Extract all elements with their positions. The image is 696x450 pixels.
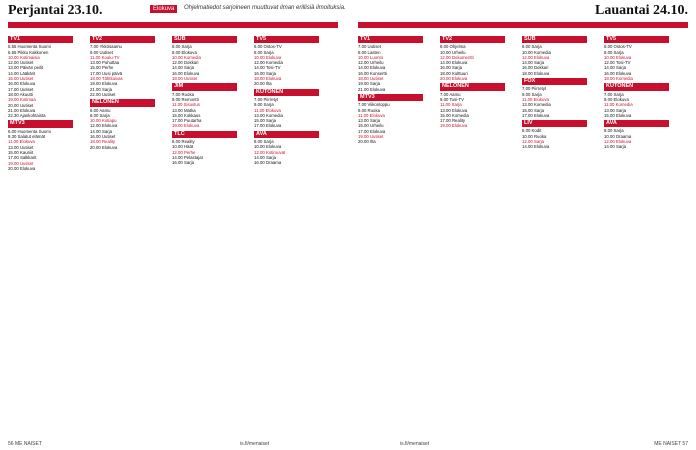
program-item: 6.00 Ostos-TV <box>604 44 632 50</box>
channel-header: SUB <box>172 36 237 43</box>
program-item: 16.00 Uutiset <box>90 134 116 140</box>
program-item: 14.00 Sarja <box>604 65 626 71</box>
header-rule-left <box>8 22 338 28</box>
program-item: 11.00 Elokuva <box>522 96 549 102</box>
program-item: 13.00 Päivän peilit <box>8 65 44 71</box>
program-item: 16.00 Elokuva <box>8 81 36 87</box>
program-item: 14.00 Elokuva <box>440 60 468 66</box>
program-item: 19.00 Kotimaa <box>8 97 36 103</box>
program-item: 17.00 Reality <box>440 118 466 124</box>
program-item: 15.00 Elokuva <box>604 112 632 118</box>
program-item: 14.00 Sarja <box>522 60 544 66</box>
header-tagline: Ohjelmatiedot sarjoineen muuttuvat ilman erillisiä ilmoituksia. <box>184 5 346 11</box>
channel-header: LIV <box>522 120 587 127</box>
program-item: 20.00 Ilta <box>358 139 376 145</box>
program-item: 21.00 Elokuva <box>358 86 386 92</box>
channel-header: TV1 <box>8 36 73 43</box>
program-item: 13.00 Sarja <box>358 118 380 124</box>
program-item: 14.00 Pelastajat <box>172 154 203 160</box>
channel-header: AVA <box>254 131 319 138</box>
program-item: 10.00 Ruoka <box>522 133 547 139</box>
footer-center-right: is.fi/menaiset <box>400 441 430 447</box>
schedule-column <box>90 34 155 429</box>
program-item: 15.00 Uutiset <box>8 76 34 82</box>
program-item: 19.00 Uutiset <box>8 160 34 166</box>
footer-right: ME NAISET 57 <box>654 441 688 447</box>
program-item: 19.00 Elokuva <box>90 81 118 87</box>
program-item: 12.00 Dokumentti <box>440 54 474 60</box>
program-item: 8.00 Sarja <box>522 44 542 50</box>
program-item: 15.00 Kokkaus <box>172 112 201 118</box>
program-item: 18.00 Elokuva <box>254 76 282 82</box>
program-item: 8.00 Ohjelma <box>440 44 466 50</box>
program-item: 9.00 Sarja <box>522 91 542 97</box>
program-item: 18.00 Uutiset <box>358 76 384 82</box>
program-item: 18.00 Tähtitaivas <box>90 76 123 82</box>
header-rule-right <box>358 22 688 28</box>
program-item: 17.00 Uusi päivä <box>90 70 123 76</box>
program-item: 12.00 Dokkari <box>172 60 199 66</box>
program-item: 16.00 Elokuva <box>172 70 200 76</box>
program-item: 6.00 Sarja <box>172 44 192 50</box>
program-item: 17.00 Elokuva <box>522 112 550 118</box>
program-item: 20.00 Ilta <box>254 81 272 87</box>
program-item: 15.00 Sarja <box>254 118 276 124</box>
program-item: 18.00 Akuutti <box>8 91 33 97</box>
program-item: 8.00 Sarja <box>604 128 624 134</box>
program-item: 10.00 Elokuva <box>254 54 282 60</box>
program-item: 12.00 Komedia <box>254 60 283 66</box>
channel-header: JIM <box>172 83 237 90</box>
program-item: 9.00 Tosi-TV <box>440 96 465 102</box>
program-item: 21.00 Elokuva <box>8 107 36 113</box>
program-item: 14.00 Sarja <box>604 144 626 150</box>
channel-header: MTV3 <box>8 120 73 127</box>
program-item: 20.00 Elokuva <box>90 144 118 150</box>
program-item: 10.00 Draama <box>604 133 632 139</box>
program-item: 8.00 Sarja <box>604 49 624 55</box>
program-item: 8.00 Kodit <box>522 128 542 134</box>
program-item: 7.00 Aamu <box>440 91 461 97</box>
schedule-column <box>8 34 73 429</box>
program-item: 18.00 Komedia <box>604 76 633 82</box>
program-item: 12.00 Kotirouvat <box>254 149 286 155</box>
schedule-column <box>172 34 237 429</box>
program-item: 14.00 Lääkärit <box>8 70 36 76</box>
program-item: 11.00 Koulu-TV <box>90 54 120 60</box>
program-item: 7.00 Viikonloppu <box>358 102 390 108</box>
program-item: 19.00 Elokuva <box>172 123 200 129</box>
program-item: 8.00 Reality <box>172 139 195 145</box>
program-item: 12.00 Perhe <box>172 149 196 155</box>
footer-center-left: is.fi/menaiset <box>240 441 270 447</box>
program-item: 11.00 Elokuva <box>254 107 281 113</box>
program-item: 11.00 Elokuva <box>358 112 385 118</box>
channel-header: TV5 <box>604 36 669 43</box>
program-item: 13.00 Matka <box>172 107 196 113</box>
program-item: 19.00 Uutiset <box>358 134 384 140</box>
program-item: 18.00 Kulttuuri <box>440 70 468 76</box>
program-item: 20.00 Elokuva <box>440 76 468 82</box>
program-item: 11.00 Sarja <box>440 102 462 108</box>
program-item: 10.00 Luonto <box>358 54 384 60</box>
program-item: 10.00 Kotimaisia <box>8 54 40 60</box>
program-item: 13.00 Uutiset <box>8 144 34 150</box>
program-item: 16.00 Draama <box>254 160 282 166</box>
program-item: 15.00 Sarja <box>522 107 544 113</box>
program-item: 12.00 Uutiset <box>8 60 34 66</box>
program-item: 17.00 Puutarha <box>172 118 202 124</box>
schedule-column <box>440 34 505 429</box>
program-item: 16.00 Sarja <box>254 70 276 76</box>
channel-header: FOX <box>522 78 587 85</box>
program-item: 15.00 Kauniit <box>8 149 34 155</box>
program-item: 17.00 Elokuva <box>254 123 282 129</box>
program-item: 11.00 Elokuva <box>8 139 35 145</box>
program-item: 17.00 Elokuva <box>358 128 386 134</box>
program-item: 9.00 Elokuva <box>604 96 629 102</box>
program-item: 19.00 Sarja <box>358 81 380 87</box>
program-item: 10.00 Komedia <box>172 54 201 60</box>
program-item: 15.00 Perhe <box>90 65 114 71</box>
program-item: 8.00 Sarja <box>90 112 110 118</box>
program-item: 7.00 Ykkösaamu <box>90 44 122 50</box>
program-item: 10.00 Urheilu <box>440 49 466 55</box>
channel-header: TV2 <box>440 36 505 43</box>
program-item: 7.00 Uutiset <box>358 44 381 50</box>
program-item: 15.00 Komedia <box>440 112 469 118</box>
program-item: 13.00 Komedia <box>522 102 551 108</box>
program-item: 6.55 Pikku Kakkonen <box>8 49 49 55</box>
program-item: 8.00 Lasten <box>358 49 381 55</box>
schedule-column <box>522 34 587 429</box>
footer-left: 56 ME NAISET <box>8 441 42 447</box>
program-item: 16.00 Elokuva <box>604 70 632 76</box>
program-item: 14.00 Sarja <box>172 65 194 71</box>
program-item: 8.00 Elokuva <box>172 49 197 55</box>
program-item: 13.00 Komedia <box>254 112 283 118</box>
program-item: 9.00 Sarja <box>254 102 274 108</box>
program-item: 6.00 Ostos-TV <box>254 44 282 50</box>
schedule-column <box>254 34 319 429</box>
program-item: 15.00 Urheilu <box>358 123 384 129</box>
program-item: 14.00 Sarja <box>254 154 276 160</box>
program-item: 7.00 Ruoka <box>172 91 194 97</box>
program-item: 12.00 Elokuva <box>90 123 118 129</box>
program-item: 6.00 Huomenta Suomi <box>8 128 51 134</box>
page-title-right: Lauantai 24.10. <box>595 3 688 18</box>
program-item: 12.00 Tosi-TV <box>604 60 631 66</box>
program-item: 18.00 Uutiset <box>172 76 198 82</box>
program-item: 7.00 Piirretyt <box>522 86 547 92</box>
program-item: 18.00 Elokuva <box>522 70 550 76</box>
program-item: 7.00 Sarja <box>604 91 624 97</box>
program-item: 8.00 Sarja <box>254 139 274 145</box>
program-item: 13.00 Sarja <box>604 107 626 113</box>
program-item: 9.00 Ruoka <box>358 107 380 113</box>
category-tag: Elokuva <box>150 5 177 13</box>
channel-header: AVA <box>604 120 669 127</box>
program-item: 10.00 Häät <box>172 144 194 150</box>
program-item: 9.00 Remontti <box>172 96 199 102</box>
channel-header: MTV3 <box>358 94 423 101</box>
program-item: 12.00 Elokuva <box>522 54 550 60</box>
channel-header: KUTONEN <box>604 83 669 90</box>
schedule-column <box>604 34 669 429</box>
program-item: 14.00 Elokuva <box>522 144 550 150</box>
program-item: 21.00 Sarja <box>90 86 112 92</box>
program-item: 22.30 Ajankohtaista <box>8 113 46 119</box>
program-item: 16.00 Konsertti <box>358 70 387 76</box>
program-item: 12.00 Elokuva <box>604 139 632 145</box>
channel-header: TLC <box>172 131 237 138</box>
program-item: 7.00 Piirretyt <box>254 96 279 102</box>
program-item: 12.00 Urheilu <box>358 60 384 66</box>
program-item: 19.00 Elokuva <box>440 123 468 129</box>
program-item: 22.00 Uutiset <box>90 91 116 97</box>
channel-header: TV5 <box>254 36 319 43</box>
channel-header: TV1 <box>358 36 423 43</box>
program-item: 11.00 Komedia <box>604 102 633 108</box>
program-item: 17.00 Salkkarit <box>8 155 37 161</box>
program-item: 16.00 Dokkari <box>522 65 549 71</box>
program-item: 16.00 Sarja <box>172 160 194 166</box>
channel-header: NELONEN <box>440 83 505 90</box>
program-item: 9.00 Uutiset <box>90 49 113 55</box>
program-item: 18.00 Reality <box>90 139 116 145</box>
program-item: 13.00 Puhuttaa <box>90 60 120 66</box>
program-item: 12.00 Sarja <box>522 139 544 145</box>
program-item: 13.00 Elokuva <box>440 107 468 113</box>
program-item: 8.00 Sarja <box>254 49 274 55</box>
channel-header: KUTONEN <box>254 89 319 96</box>
program-item: 14.00 Elokuva <box>358 65 386 71</box>
schedule-column <box>358 34 423 429</box>
program-item: 10.00 Komedia <box>522 49 551 55</box>
program-item: 6.00 Aamu <box>90 107 111 113</box>
program-item: 9.30 Salatut elämät <box>8 134 46 140</box>
channel-header: NELONEN <box>90 99 155 106</box>
page-title-left: Perjantai 23.10. <box>8 3 103 18</box>
program-item: 5.55 Huomenta Suomi <box>8 44 51 50</box>
program-item: 20.00 Elokuva <box>8 165 36 171</box>
program-item: 14.00 Tosi-TV <box>254 65 281 71</box>
program-item: 10.00 Elokuva <box>604 54 632 60</box>
program-item: 10.00 Elokuva <box>254 144 282 150</box>
channel-header: SUB <box>522 36 587 43</box>
program-item: 20.00 Uutiset <box>8 102 34 108</box>
program-item: 10.00 Kotiapu <box>90 118 117 124</box>
channel-header: TV2 <box>90 36 155 43</box>
program-item: 11.00 Sisustus <box>172 102 200 108</box>
program-item: 17.00 Uutiset <box>8 86 34 92</box>
program-item: 16.00 Sarja <box>440 65 462 71</box>
program-item: 14.00 Sarja <box>90 128 112 134</box>
